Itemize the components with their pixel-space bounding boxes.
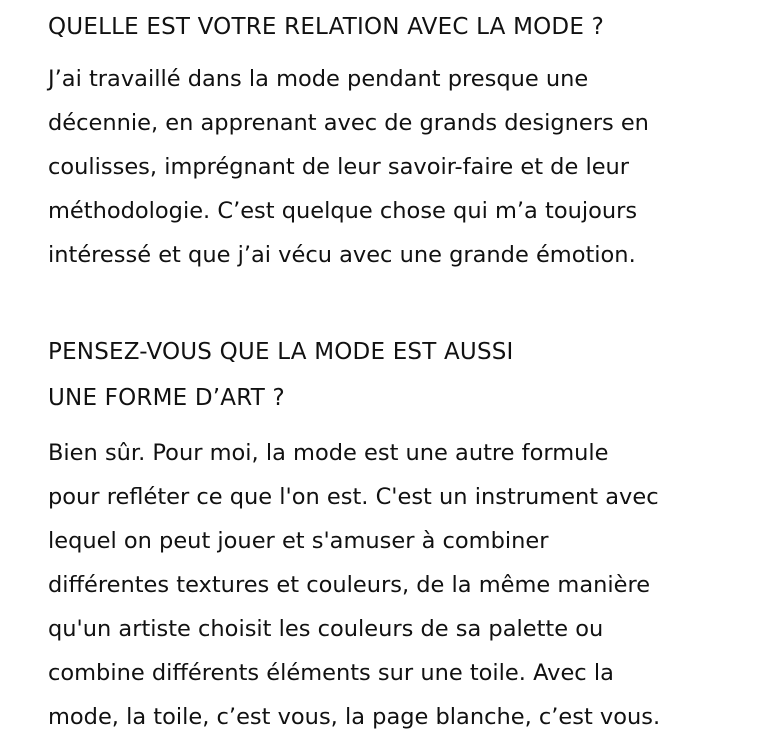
answer-2-line-4: différentes textures et couleurs, de la même manière (48, 572, 651, 598)
answer-1-line-3: coulisses, imprégnant de leur savoir-faire et de leur (48, 154, 630, 180)
question-heading-1 (48, 4, 604, 50)
answer-1-line-1: J’ai travaillé dans la mode pendant presque une (48, 66, 589, 92)
answer-1-line-4: méthodologie. C’est quelque chose qui m’a toujours (48, 198, 638, 224)
answer-paragraph-1 (48, 57, 649, 277)
question-heading-2 (48, 329, 514, 421)
question-2-line-2: UNE FORME D’ART ? (48, 385, 285, 411)
answer-2-line-5: qu'un artiste choisit les couleurs de sa palette ou (48, 616, 604, 642)
answer-2-line-6: combine différents éléments sur une toile. Avec la (48, 660, 614, 686)
answer-2-line-7: mode, la toile, c’est vous, la page blanche, c’est vous. (48, 704, 661, 730)
question-1-line-1: QUELLE EST VOTRE RELATION AVEC LA MODE ? (48, 14, 604, 40)
answer-2-line-3: lequel on peut jouer et s'amuser à combiner (48, 528, 549, 554)
answer-paragraph-2 (48, 431, 660, 739)
answer-2-line-1: Bien sûr. Pour moi, la mode est une autre formule (48, 440, 609, 466)
question-2-line-1: PENSEZ-VOUS QUE LA MODE EST AUSSI (48, 339, 514, 365)
answer-1-line-2: décennie, en apprenant avec de grands designers en (48, 110, 649, 136)
answer-2-line-2: pour refléter ce que l'on est. C'est un instrument avec (48, 484, 659, 510)
answer-1-line-5: intéressé et que j’ai vécu avec une grande émotion. (48, 242, 636, 268)
